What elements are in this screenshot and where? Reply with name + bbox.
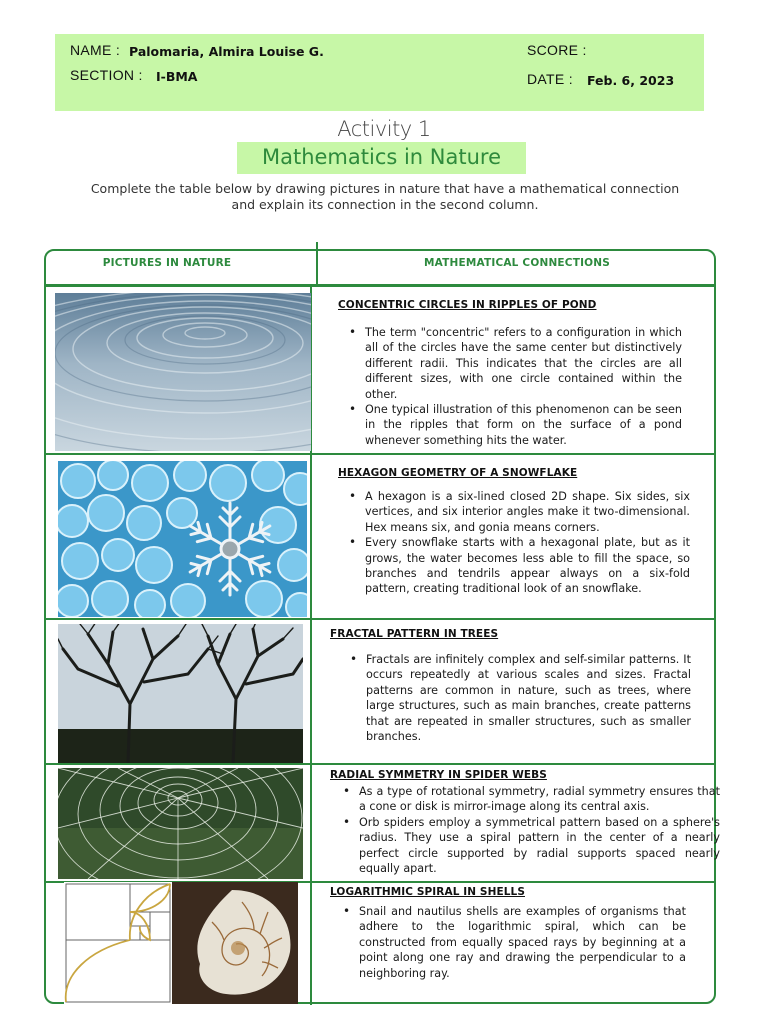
row-title-spider-webs: RADIAL SYMMETRY IN SPIDER WEBS bbox=[330, 769, 547, 781]
list-item: • As a type of rotational symmetry, radial symmetry ensures that a cone or disk is mirror-image along its central axis. bbox=[339, 784, 720, 815]
bullet-list bbox=[346, 652, 691, 744]
snowflake-image bbox=[58, 461, 307, 617]
subject-title: Mathematics in Nature bbox=[261, 145, 502, 169]
list-item: • Fractals are infinitely complex and self-similar patterns. It occurs repeatedly at various scales and sizes. Fractal patterns are common in nature, such as trees, where large structures, such as main branches, create patterns that are repeated in smaller structures, such as smaller branches. bbox=[346, 652, 691, 744]
name-value: Palomaria, Almira Louise G. bbox=[129, 44, 324, 59]
bullet-list bbox=[345, 325, 682, 448]
row-divider bbox=[44, 453, 716, 455]
subject-highlight bbox=[237, 142, 526, 174]
trees-image bbox=[58, 624, 303, 763]
row-title-snowflake: HEXAGON GEOMETRY OF A SNOWFLAKE bbox=[338, 467, 578, 479]
bullet-list bbox=[345, 489, 690, 597]
date-label: DATE : bbox=[527, 71, 573, 87]
bullet-list bbox=[339, 904, 686, 981]
section-label: SECTION : bbox=[70, 67, 143, 83]
activity-title: Activity 1 bbox=[337, 117, 431, 141]
row-divider bbox=[44, 763, 716, 765]
student-info-header bbox=[55, 34, 704, 111]
row-divider bbox=[44, 618, 716, 620]
score-label: SCORE : bbox=[527, 42, 587, 58]
header-rule bbox=[44, 284, 716, 287]
nautilus-shell-image bbox=[172, 882, 298, 1004]
list-item: • One typical illustration of this phenomenon can be seen in the ripples that form on the surface of a pond whenever something hits the water. bbox=[345, 402, 682, 448]
instructions-text: Complete the table below by drawing pictures in nature that have a mathematical connection and explain its connection in the second column. bbox=[90, 181, 680, 212]
ripples-image bbox=[55, 293, 311, 451]
golden-spiral-diagram bbox=[64, 882, 172, 1004]
row-title-trees: FRACTAL PATTERN IN TREES bbox=[330, 628, 499, 640]
column-header-pictures: PICTURES IN NATURE bbox=[102, 257, 232, 269]
section-value: I-BMA bbox=[156, 69, 198, 84]
list-item: • The term "concentric" refers to a configuration in which all of the circles have the same center but distinctively different radii. This indicates that the circles are all different sizes, with one circle contained within the other. bbox=[345, 325, 682, 402]
row-title-shells: LOGARITHMIC SPIRAL IN SHELLS bbox=[330, 886, 525, 898]
row-title-ripples: CONCENTRIC CIRCLES IN RIPPLES OF POND bbox=[338, 299, 597, 311]
bullet-list bbox=[339, 784, 720, 876]
spider-web-image bbox=[58, 768, 303, 879]
list-item: • Snail and nautilus shells are examples of organisms that adhere to the logarithmic spiral, which can be constructed from equally spaced rays by beginning at a point along one ray and drawing the perpendicular to a neighboring ray. bbox=[339, 904, 686, 981]
name-label: NAME : bbox=[70, 42, 121, 58]
list-item: • A hexagon is a six-lined closed 2D shape. Six sides, six vertices, and six interior angles make it two-dimensional. Hex means six, and gonia means corners. bbox=[345, 489, 690, 535]
list-item: • Orb spiders employ a symmetrical pattern based on a sphere's radius. They use a spiral pattern in the center of a nearly perfect circle supported by radial supports spaced nearly equally apart. bbox=[339, 815, 720, 877]
date-value: Feb. 6, 2023 bbox=[587, 73, 675, 88]
list-item: • Every snowflake starts with a hexagonal plate, but as it grows, the water becomes less able to fill the space, so branches and tendrils appear always on a six-fold pattern, creating traditional look of an snowflake. bbox=[345, 535, 690, 597]
column-header-connections: MATHEMATICAL CONNECTIONS bbox=[423, 257, 611, 269]
